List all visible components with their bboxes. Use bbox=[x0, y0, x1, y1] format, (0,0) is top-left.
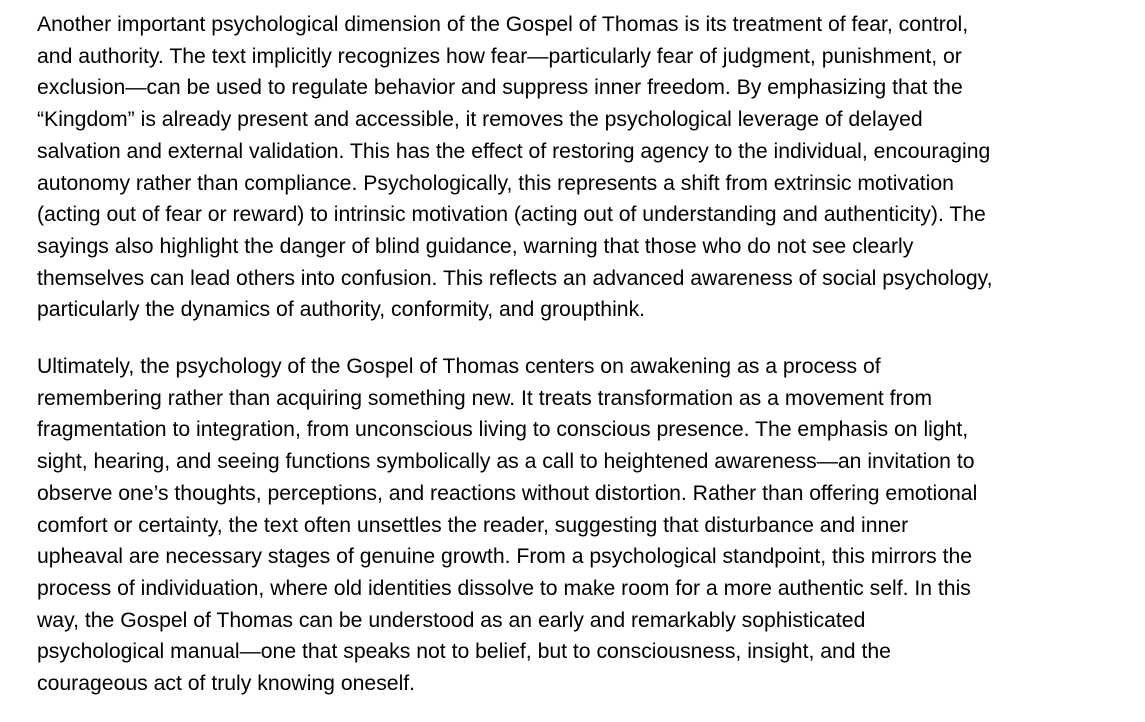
paragraph-awakening-remembering: Ultimately, the psychology of the Gospel of Thomas centers on awakening as a process of remembering rather than acquiring something new. It treats transformation as a movement from fragmentation to integration, from unconscious living to conscious presence. The emphasis on light, sight, hearing, and seeing functions symbolically as a call to heightened awareness—an invitation to observe one’s thoughts, perceptions, and reactions without distortion. Rather than offering emotional comfort or certainty, the text often unsettles the reader, suggesting that disturbance and inner upheaval are necessary stages of genuine growth. From a psychological standpoint, this mirrors the process of individuation, where old identities dissolve to make room for a more authentic self. In this way, the Gospel of Thomas can be understood as an early and remarkably sophisticated psychological manual—one that speaks not to belief, but to consciousness, insight, and the courageous act of truly knowing oneself. bbox=[37, 355, 978, 696]
paragraph-fear-control-authority: Another important psychological dimension of the Gospel of Thomas is its treatment of fear, control, and authority. The text implicitly recognizes how fear—particularly fear of judgment, punishment, or exclusion—can be used to regulate behavior and suppress inner freedom. By emphasizing that the “Kingdom” is already present and accessible, it removes the psychological leverage of delayed salvation and external validation. This has the effect of restoring agency to the individual, encouraging autonomy rather than compliance. Psychologically, this represents a shift from extrinsic motivation (acting out of fear or reward) to intrinsic motivation (acting out of understanding and authenticity). The sayings also highlight the danger of blind guidance, warning that those who do not see clearly themselves can lead others into confusion. This reflects an advanced awareness of social psychology, particularly the dynamics of authority, conformity, and groupthink. bbox=[37, 13, 993, 322]
document-body bbox=[37, 9, 1127, 700]
